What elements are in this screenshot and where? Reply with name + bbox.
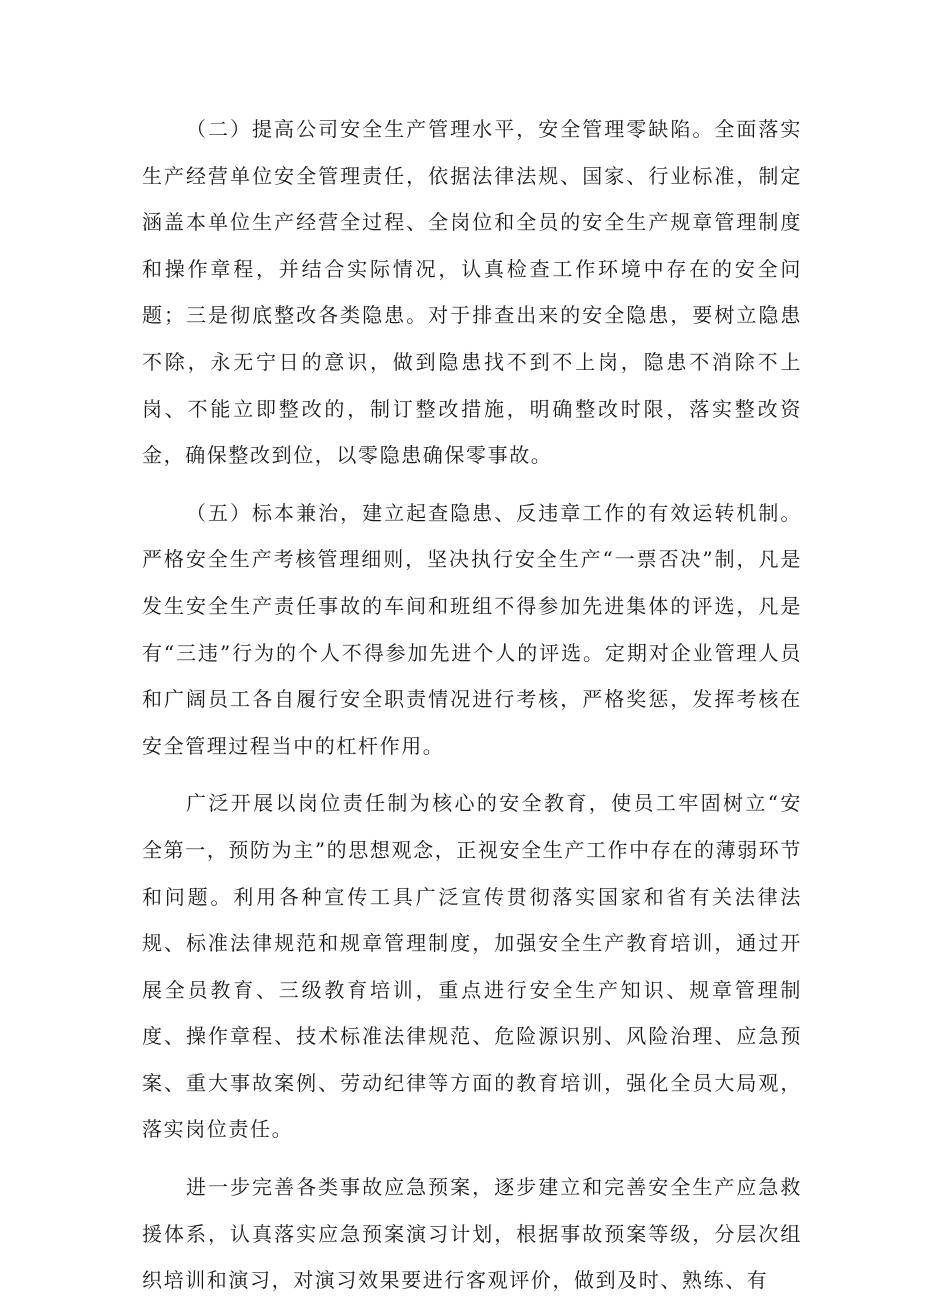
paragraph-2: （五）标本兼治，建立起查隐患、反违章工作的有效运转机制。严格安全生产考核管理细则，坚决执行安全生产“一票否决”制，凡是发生安全生产责任事故的车间和班组不得参加先进集体的评选，凡是有“三违”行为的个人不得参加先进个人的评选。定期对企业管理人员和广阔员工各自履行安全职责情况进行考核，严格奖惩，发挥考核在安全管理过程当中的杠杆作用。 — [142, 500, 802, 758]
paragraph-1: （二）提高公司安全生产管理水平，安全管理零缺陷。全面落实生产经营单位安全管理责任，依据法律法规、国家、行业标准，制定涵盖本单位生产经营全过程、全岗位和全员的安全生产规章管理制度和操作章程，并结合实际情况，认真检查工作环境中存在的安全问题；三是彻底整改各类隐患。对于排查出来的安全隐患，要树立隐患不除，永无宁日的意识，做到隐患找不到不上岗，隐患不消除不上岗、不能立即整改的，制订整改措施，明确整改时限，落实整改资金，确保整改到位，以零隐患确保零事故。 — [142, 117, 802, 468]
paragraph-4: 进一步完善各类事故应急预案，逐步建立和完善安全生产应急救援体系，认真落实应急预案演习计划，根据事故预案等级，分层次组织培训和演习，对演习效果要进行客观评价，做到及时、熟练、有 — [142, 1175, 802, 1293]
paragraph-3: 广泛开展以岗位责任制为核心的安全教育，使员工牢固树立“安全第一，预防为主”的思想观念，正视安全生产工作中存在的薄弱环节和问题。利用各种宣传工具广泛宣传贯彻落实国家和省有关法律法规、标准法律规范和规章管理制度，加强安全生产教育培训，通过开展全员教育、三级教育培训，重点进行安全生产知识、规章管理制度、操作章程、技术标准法律规范、危险源识别、风险治理、应急预案、重大事故案例、劳动纪律等方面的教育培训，强化全员大局观，落实岗位责任。 — [142, 791, 802, 1142]
document-body — [142, 106, 802, 1304]
